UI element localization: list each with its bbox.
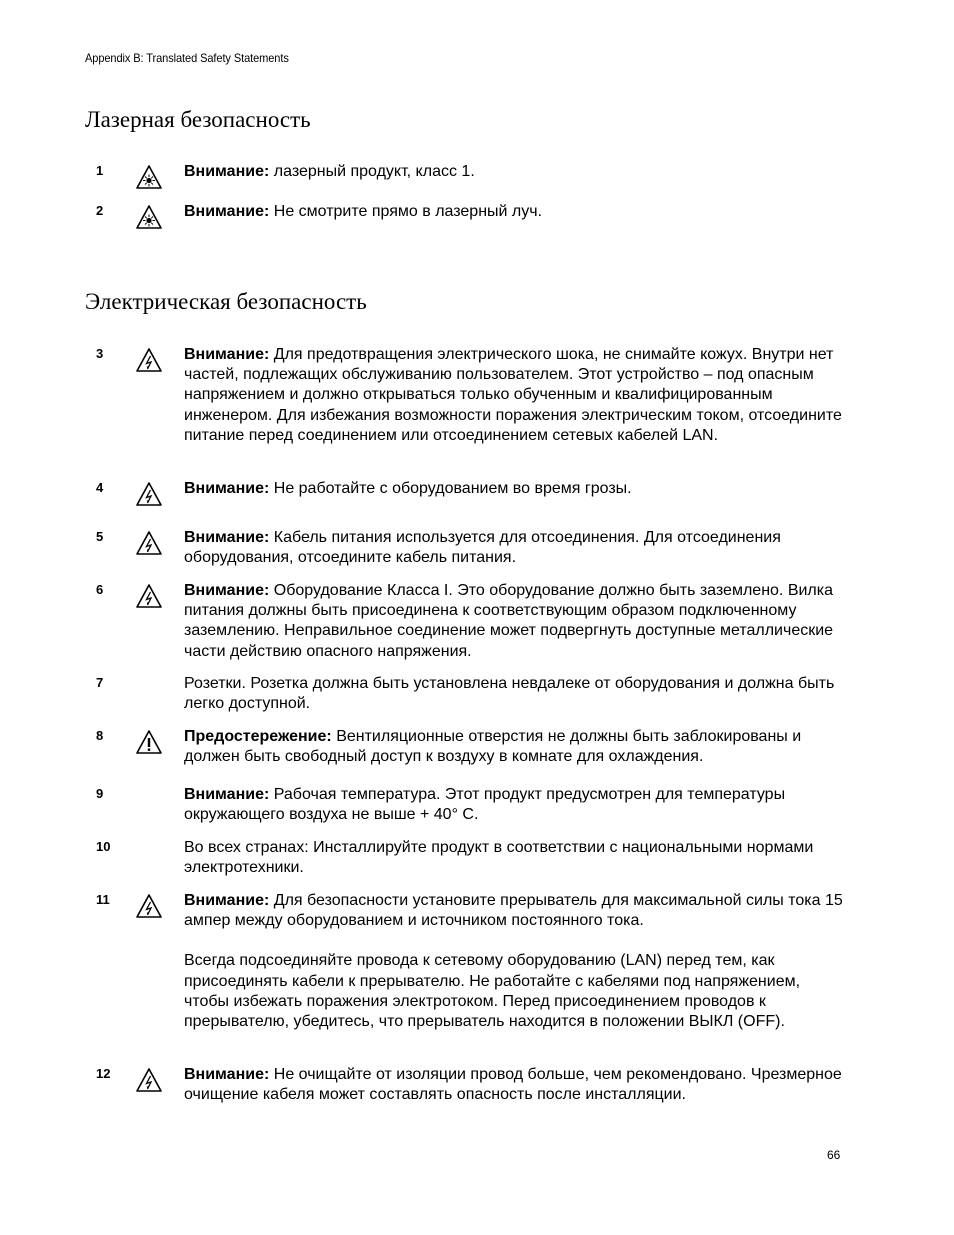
laser-warning-icon [135, 164, 163, 190]
item-text: Внимание: Кабель питания используется для отсоединения. Для отсоединения оборудования, отсоедините кабель питания. [184, 529, 781, 567]
section-title-laser: Лазерная безопасность [85, 107, 311, 132]
item-number: 4 [96, 480, 104, 495]
item-text: Внимание: Оборудование Класса I. Это оборудование должно быть заземлено. Вилка питания должны быть присоединена к соответствующим образом подключенному заземлению. Неправильное соединение может подвергнуть доступные металлические части действию опасного напряжения. [184, 582, 834, 660]
item-text: Внимание: Не смотрите прямо в лазерный луч. [184, 203, 543, 220]
item-text: Внимание: Для безопасности установите прерыватель для максимальной силы тока 15 ампер между оборудованием и источником постоянного тока. Всегда подсоединяйте провода к сетевому оборудованию (LAN) перед тем, как присоединять кабели к прерывателю. Не работайте с кабелями под напряжением, чтобы избежать поражения электротоком. Перед присоединением проводов к прерывателю, убедитесь, что прерыватель находится в положении ВЫКЛ (OFF). [184, 891, 844, 1032]
item-text: Во всех странах: Инсталлируйте продукт в соответствии с национальными нормами электротехники. [184, 839, 814, 877]
electrical-hazard-icon [135, 1067, 163, 1093]
item-number: 5 [96, 529, 104, 544]
item-number: 7 [96, 675, 104, 690]
caution-icon [135, 729, 163, 755]
item-extra-paragraph: Всегда подсоединяйте провода к сетевому оборудованию (LAN) перед тем, как присоединять кабели к прерывателю. Не работайте с кабелями под напряжением, чтобы избежать поражения электротоком. Перед присоединением проводов к прерывателю, убедитесь, что прерыватель находится в положении ВЫКЛ (OFF). [184, 952, 801, 1031]
electrical-hazard-icon [135, 481, 163, 507]
electrical-hazard-icon [135, 530, 163, 556]
item-text: Внимание: лазерный продукт, класс 1. [184, 163, 475, 180]
item-number: 12 [96, 1066, 111, 1081]
item-text: Внимание: Для предотвращения электрического шока, не снимайте кожух. Внутри нет частей, подлежащих обслуживанию пользователем. Этот устройство – под опасным напряжением и должно открываться только обученным и квалифицированным инженером. Для избежания возможности поражения электрическим током, отсоедините питание перед соединением или отсоединением сетевых кабелей LAN. [184, 346, 842, 444]
item-number: 1 [96, 163, 104, 178]
item-number: 6 [96, 582, 104, 597]
running-header: Appendix B: Translated Safety Statements [85, 51, 289, 65]
item-text: Внимание: Не очищайте от изоляции провод больше, чем рекомендовано. Чрезмерное очищение кабеля может составлять опасность после инсталляции. [184, 1066, 842, 1104]
item-number: 3 [96, 346, 104, 361]
page-number: 66 [827, 1148, 841, 1162]
item-text: Розетки. Розетка должна быть установлена невдалеке от оборудования и должна быть легко доступной. [184, 675, 835, 713]
electrical-hazard-icon [135, 583, 163, 609]
laser-warning-icon [135, 204, 163, 230]
item-text: Внимание: Не работайте с оборудованием во время грозы. [184, 480, 632, 497]
electrical-hazard-icon [135, 893, 163, 919]
electrical-hazard-icon [135, 347, 163, 373]
item-number: 9 [96, 786, 104, 801]
item-number: 11 [96, 892, 110, 907]
item-number: 2 [96, 203, 104, 218]
item-number: 8 [96, 728, 104, 743]
item-text: Внимание: Рабочая температура. Этот продукт предусмотрен для температуры окружающего воздуха не выше + 40° C. [184, 786, 786, 824]
item-number: 10 [96, 839, 111, 854]
item-text: Предостережение: Вентиляционные отверстия не должны быть заблокированы и должен быть свободный доступ к воздуху в комнате для охлаждения. [184, 728, 802, 766]
section-title-electrical: Электрическая безопасность [85, 289, 367, 314]
